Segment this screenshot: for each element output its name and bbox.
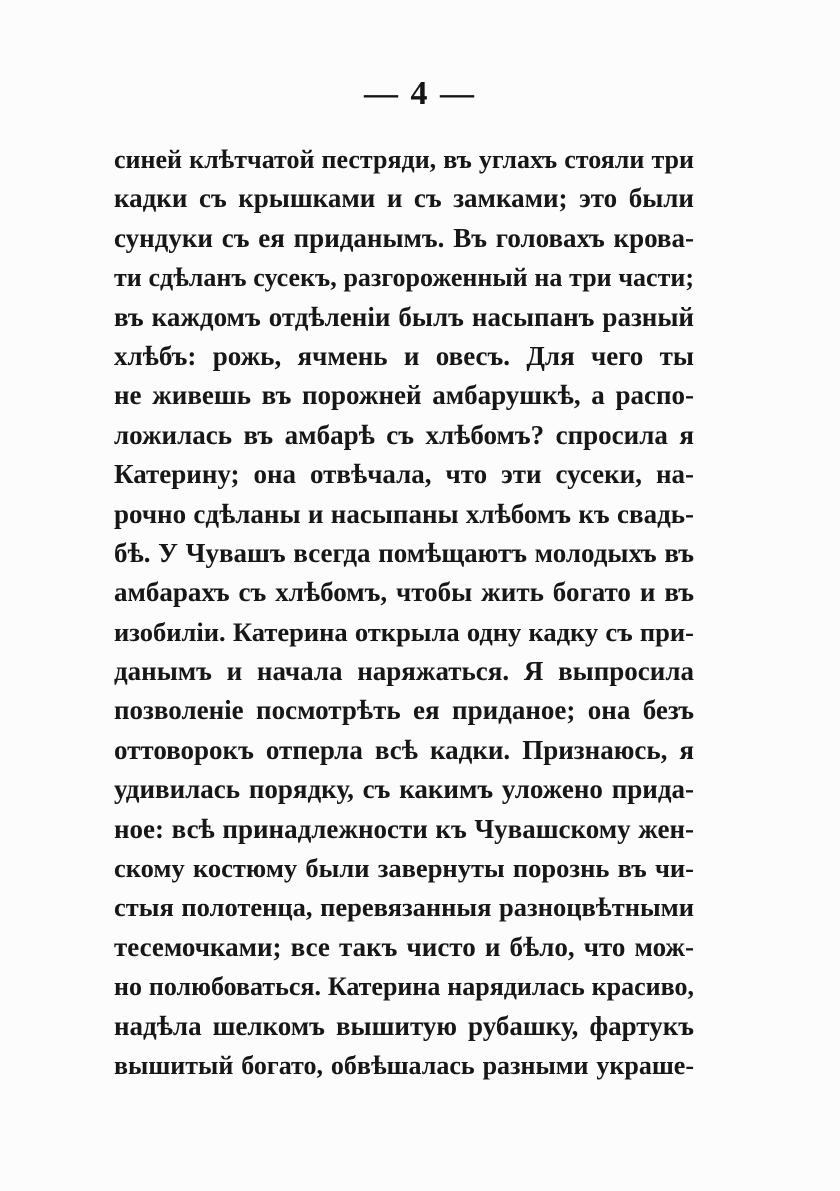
text-line: тесемочками; все такъ чисто и бѣло, что мож-	[114, 931, 694, 962]
page-number: — 4 —	[364, 75, 476, 112]
text-line: синей клѣтчатой пестряди, въ углахъ стояли три	[114, 145, 694, 174]
text-line: оттоворокъ отперла всѣ кадки. Признаюсь, я	[114, 734, 694, 765]
text-line: надѣла шелкомъ вышитую рубашку, фартукъ	[114, 1010, 694, 1041]
text-line: ное: всѣ принадлежности къ Чувашскому жен-	[114, 813, 694, 844]
text-line: данымъ и начала наряжаться. Я выпросила	[114, 656, 694, 687]
text-line: кадки съ крышками и съ замками; это были	[114, 183, 694, 214]
text-line: ложилась въ амбарѣ съ хлѣбомъ? спросила я	[114, 419, 694, 450]
text-line: позволеніе посмотрѣть ея приданое; она безъ	[114, 695, 694, 726]
text-line: изобиліи. Катерина открыла одну кадку съ при-	[114, 616, 694, 647]
text-line: сундуки съ ея приданымъ. Въ головахъ крова-	[114, 222, 694, 253]
text-line: ти сдѣланъ сусекъ, разгороженный на три части;	[114, 263, 694, 293]
text-line: вышитый богато, обвѣшалась разными украше-	[114, 1050, 694, 1080]
text-line: скому костюму были завернуты порознь въ чи-	[114, 853, 694, 884]
text-line: стыя полотенца, перевязанныя разноцвѣтными	[114, 892, 694, 923]
text-line: но полюбоваться. Катерина нарядилась красиво,	[114, 972, 694, 1002]
text-line: амбарахъ съ хлѣбомъ, чтобы жить богато и въ	[114, 577, 694, 608]
text-line: Катерину; она отвѣчала, что эти сусеки, на-	[114, 459, 694, 490]
text-line: въ каждомъ отдѣленіи былъ насыпанъ разный	[114, 301, 694, 332]
text-line: хлѣбъ: рожь, ячмень и овесъ. Для чего ты	[114, 340, 694, 371]
text-line: удивилась порядку, съ какимъ уложено прида-	[114, 774, 694, 805]
text-line: рочно сдѣланы и насыпаны хлѣбомъ къ свадь-	[114, 498, 694, 529]
text-line: бѣ. У Чувашъ всегда помѣщаютъ молодыхъ въ	[114, 537, 694, 568]
body-text	[114, 140, 694, 1085]
text-line: не живешь въ порожней амбарушкѣ, а распо-	[114, 380, 694, 411]
